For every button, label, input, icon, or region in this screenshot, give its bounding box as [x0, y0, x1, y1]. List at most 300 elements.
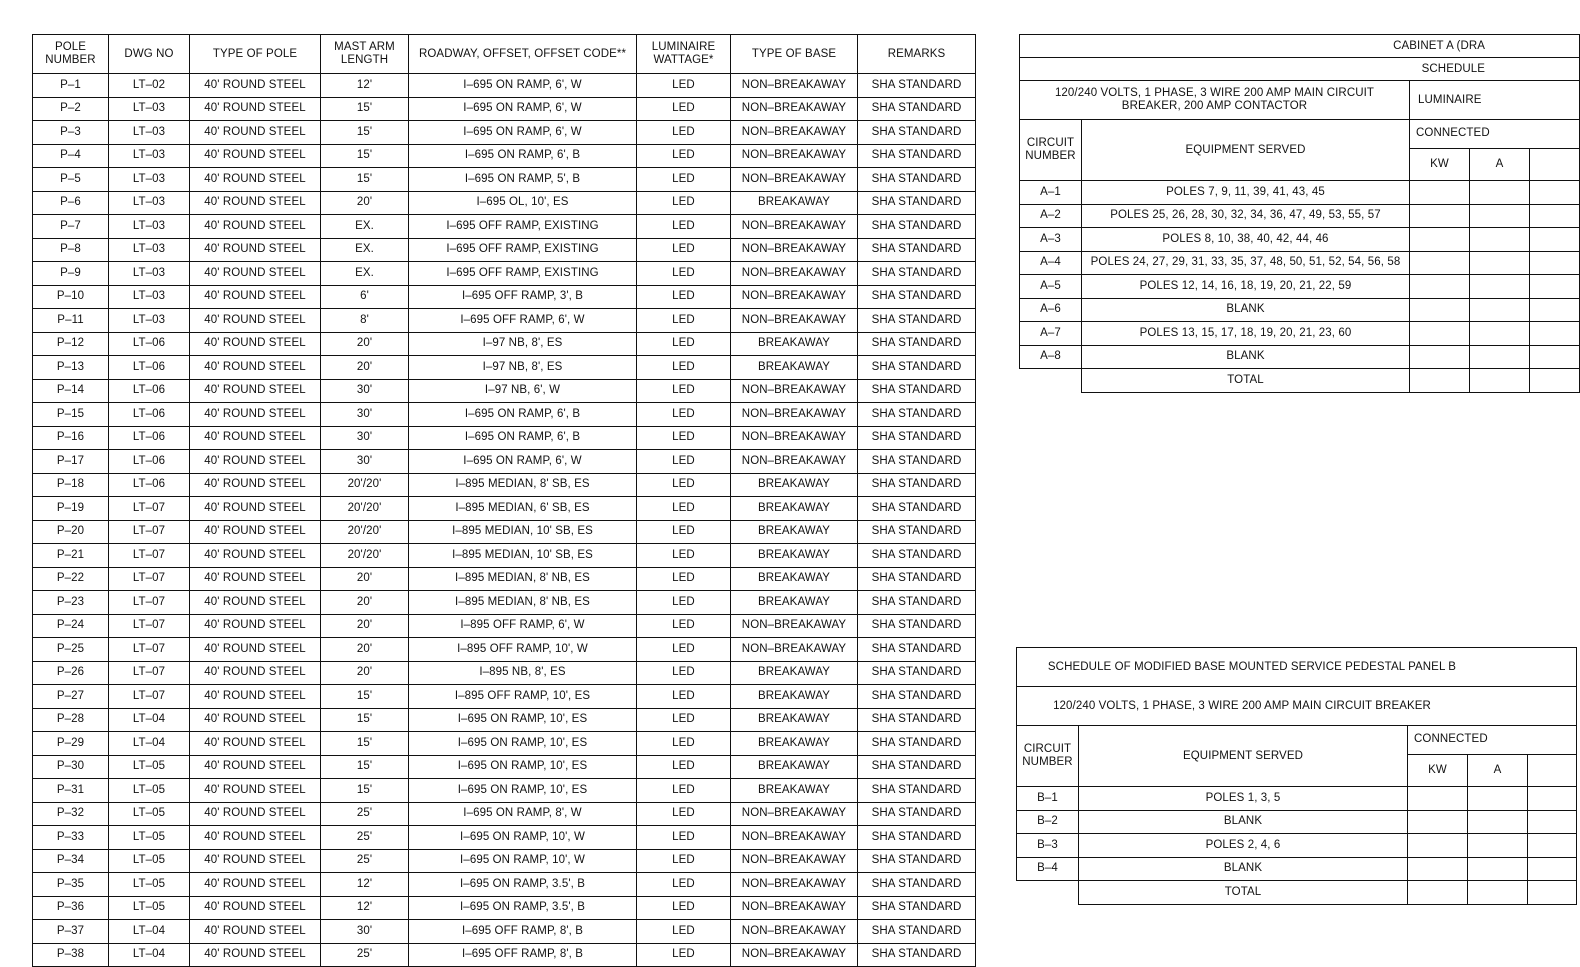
cell-remarks: SHA STANDARD [858, 191, 976, 215]
cell-remarks: SHA STANDARD [858, 943, 976, 967]
table-row [33, 191, 976, 215]
table-row [1020, 228, 1580, 252]
cabinet-a-title: CABINET A (DRA [1393, 39, 1486, 52]
cell-circuit-number: B–3 [1017, 834, 1079, 858]
cell-empty [1470, 275, 1530, 299]
cell-empty [1530, 345, 1580, 369]
cell-circuit-number: A–7 [1020, 322, 1082, 346]
table-row [33, 591, 976, 615]
cell-mast-arm-length: 30' [321, 426, 409, 450]
cell-mast-arm-length: 20'/20' [321, 497, 409, 521]
panel-b-spec: 120/240 VOLTS, 1 PHASE, 3 WIRE 200 AMP MAIN CIRCUIT BREAKER [1053, 699, 1431, 712]
cell-luminaire-wattage: LED [637, 356, 731, 380]
cell-circuit-number: A–6 [1020, 298, 1082, 322]
cell-type-of-base: NON–BREAKAWAY [731, 920, 858, 944]
cell-empty [1408, 881, 1468, 905]
table-row [33, 826, 976, 850]
cell-type-of-pole: 40' ROUND STEEL [190, 238, 321, 262]
cell-type-of-base: NON–BREAKAWAY [731, 97, 858, 121]
header-roadway: ROADWAY, OFFSET, OFFSET CODE** [409, 35, 637, 74]
header-remarks: REMARKS [858, 35, 976, 74]
cell-equipment-served: POLES 8, 10, 38, 40, 42, 44, 46 [1082, 228, 1410, 252]
cell-type-of-base: NON–BREAKAWAY [731, 426, 858, 450]
table-row [33, 943, 976, 967]
cell-circuit-number: A–1 [1020, 181, 1082, 205]
cell-roadway: I–695 OFF RAMP, EXISTING [409, 215, 637, 239]
cell-empty [1408, 834, 1468, 858]
cell-remarks: SHA STANDARD [858, 896, 976, 920]
cell-luminaire-wattage: LED [637, 450, 731, 474]
cell-dwg-no: LT–06 [109, 473, 190, 497]
cell-roadway: I–695 ON RAMP, 6', B [409, 144, 637, 168]
cell-mast-arm-length: 12' [321, 74, 409, 98]
cell-pole-number: P–9 [33, 262, 109, 286]
cabinet-a-schedule-table [1019, 34, 1580, 393]
table-row [1020, 298, 1580, 322]
table-row [33, 426, 976, 450]
table-row [33, 920, 976, 944]
cell-empty [1470, 228, 1530, 252]
cabinet-a-spec-row [1020, 81, 1580, 120]
cell-type-of-pole: 40' ROUND STEEL [190, 97, 321, 121]
cell-pole-number: P–16 [33, 426, 109, 450]
cell-roadway: I–695 OFF RAMP, EXISTING [409, 238, 637, 262]
total-label: TOTAL [1082, 369, 1410, 393]
cell-remarks: SHA STANDARD [858, 309, 976, 333]
cell-type-of-base: NON–BREAKAWAY [731, 74, 858, 98]
cell-empty [1470, 369, 1530, 393]
cell-remarks: SHA STANDARD [858, 168, 976, 192]
table-row [33, 309, 976, 333]
cell-circuit-number: B–2 [1017, 810, 1079, 834]
cell-dwg-no: LT–03 [109, 191, 190, 215]
cell-dwg-no: LT–04 [109, 920, 190, 944]
cell-luminaire-wattage: LED [637, 638, 731, 662]
cell-mast-arm-length: 20' [321, 191, 409, 215]
cell-type-of-base: NON–BREAKAWAY [731, 262, 858, 286]
cell-empty [1410, 204, 1470, 228]
cell-empty [1410, 345, 1470, 369]
cell-roadway: I–695 ON RAMP, 6', B [409, 426, 637, 450]
cell-type-of-base: NON–BREAKAWAY [731, 309, 858, 333]
table-row [33, 732, 976, 756]
cell-type-of-pole: 40' ROUND STEEL [190, 591, 321, 615]
cell-empty [1530, 322, 1580, 346]
cell-remarks: SHA STANDARD [858, 567, 976, 591]
cell-luminaire-wattage: LED [637, 262, 731, 286]
cell-type-of-pole: 40' ROUND STEEL [190, 332, 321, 356]
cell-luminaire-wattage: LED [637, 285, 731, 309]
cell-roadway: I–895 MEDIAN, 6' SB, ES [409, 497, 637, 521]
cell-mast-arm-length: 20'/20' [321, 473, 409, 497]
cell-type-of-pole: 40' ROUND STEEL [190, 121, 321, 145]
cell-empty [1530, 181, 1580, 205]
cell-empty [1470, 181, 1530, 205]
cell-roadway: I–695 ON RAMP, 6', B [409, 403, 637, 427]
cell-empty [1528, 857, 1577, 881]
cell-remarks: SHA STANDARD [858, 591, 976, 615]
cell-type-of-base: BREAKAWAY [731, 685, 858, 709]
cell-empty [1408, 787, 1468, 811]
table-row [33, 873, 976, 897]
cell-type-of-base: BREAKAWAY [731, 708, 858, 732]
cell-equipment-served: POLES 2, 4, 6 [1079, 834, 1408, 858]
cell-roadway: I–695 ON RAMP, 6', W [409, 450, 637, 474]
cabinet-a-connected-label: CONNECTED [1410, 120, 1580, 149]
cell-mast-arm-length: 15' [321, 144, 409, 168]
cell-dwg-no: LT–07 [109, 544, 190, 568]
cell-dwg-no: LT–05 [109, 755, 190, 779]
cell-pole-number: P–35 [33, 873, 109, 897]
cell-roadway: I–695 ON RAMP, 8', W [409, 802, 637, 826]
table-row [33, 614, 976, 638]
cell-pole-number: P–20 [33, 520, 109, 544]
cell-type-of-base: NON–BREAKAWAY [731, 379, 858, 403]
table-row [1017, 787, 1577, 811]
cell-luminaire-wattage: LED [637, 191, 731, 215]
cell-dwg-no: LT–06 [109, 332, 190, 356]
table-row [33, 379, 976, 403]
cell-luminaire-wattage: LED [637, 732, 731, 756]
cell-mast-arm-length: 15' [321, 708, 409, 732]
table-row [33, 285, 976, 309]
cell-dwg-no: LT–04 [109, 708, 190, 732]
cell-remarks: SHA STANDARD [858, 403, 976, 427]
cell-remarks: SHA STANDARD [858, 732, 976, 756]
cell-type-of-base: BREAKAWAY [731, 544, 858, 568]
cell-pole-number: P–14 [33, 379, 109, 403]
cell-dwg-no: LT–05 [109, 802, 190, 826]
cell-empty [1410, 228, 1470, 252]
panel-b-schedule-table [1016, 647, 1577, 905]
cell-pole-number: P–5 [33, 168, 109, 192]
table-row [33, 685, 976, 709]
cabinet-a-kw-label: KW [1410, 148, 1470, 180]
cell-type-of-base: BREAKAWAY [731, 473, 858, 497]
header-luminaire-wattage: LUMINAIRE WATTAGE* [637, 35, 731, 74]
table-row [33, 661, 976, 685]
cell-mast-arm-length: 8' [321, 309, 409, 333]
total-row [1017, 881, 1577, 905]
cell-mast-arm-length: 20' [321, 614, 409, 638]
cell-dwg-no: LT–07 [109, 567, 190, 591]
cell-pole-number: P–38 [33, 943, 109, 967]
cell-dwg-no: LT–03 [109, 168, 190, 192]
cell-luminaire-wattage: LED [637, 497, 731, 521]
cell-mast-arm-length: 20'/20' [321, 544, 409, 568]
cell-empty [1470, 204, 1530, 228]
cell-roadway: I–695 OFF RAMP, 8', B [409, 920, 637, 944]
cell-luminaire-wattage: LED [637, 168, 731, 192]
cell-empty [1528, 881, 1577, 905]
cell-luminaire-wattage: LED [637, 144, 731, 168]
table-row [33, 450, 976, 474]
table-row [33, 473, 976, 497]
cell-dwg-no: LT–06 [109, 356, 190, 380]
cell-type-of-pole: 40' ROUND STEEL [190, 74, 321, 98]
cell-remarks: SHA STANDARD [858, 356, 976, 380]
cell-mast-arm-length: 15' [321, 168, 409, 192]
cell-dwg-no: LT–07 [109, 661, 190, 685]
cell-pole-number: P–29 [33, 732, 109, 756]
table-row [1020, 345, 1580, 369]
cell-type-of-pole: 40' ROUND STEEL [190, 614, 321, 638]
table-row [33, 403, 976, 427]
table-row [33, 262, 976, 286]
cell-roadway: I–97 NB, 6', W [409, 379, 637, 403]
cell-empty [1410, 181, 1470, 205]
cell-type-of-pole: 40' ROUND STEEL [190, 168, 321, 192]
cell-pole-number: P–19 [33, 497, 109, 521]
cell-mast-arm-length: 30' [321, 450, 409, 474]
table-row [33, 544, 976, 568]
panel-b-spec-row [1017, 687, 1577, 726]
table-row [33, 97, 976, 121]
table-row [1020, 181, 1580, 205]
cell-type-of-pole: 40' ROUND STEEL [190, 379, 321, 403]
cell-empty [1528, 787, 1577, 811]
cell-dwg-no: LT–05 [109, 873, 190, 897]
cell-type-of-base: NON–BREAKAWAY [731, 450, 858, 474]
cell-type-of-base: BREAKAWAY [731, 567, 858, 591]
cell-remarks: SHA STANDARD [858, 802, 976, 826]
cell-luminaire-wattage: LED [637, 121, 731, 145]
cell-type-of-base: BREAKAWAY [731, 356, 858, 380]
cell-dwg-no: LT–05 [109, 826, 190, 850]
cell-roadway: I–695 ON RAMP, 6', W [409, 74, 637, 98]
cell-remarks: SHA STANDARD [858, 920, 976, 944]
cell-remarks: SHA STANDARD [858, 614, 976, 638]
cell-type-of-base: NON–BREAKAWAY [731, 121, 858, 145]
cell-type-of-base: NON–BREAKAWAY [731, 826, 858, 850]
cell-mast-arm-length: 12' [321, 873, 409, 897]
header-mast-arm-length: MAST ARM LENGTH [321, 35, 409, 74]
cell-mast-arm-length: 15' [321, 97, 409, 121]
cell-roadway: I–695 OL, 10', ES [409, 191, 637, 215]
cell-empty [1528, 834, 1577, 858]
cell-type-of-pole: 40' ROUND STEEL [190, 779, 321, 803]
cell-luminaire-wattage: LED [637, 215, 731, 239]
cell-type-of-base: BREAKAWAY [731, 191, 858, 215]
cell-type-of-base: BREAKAWAY [731, 755, 858, 779]
cell-roadway: I–695 OFF RAMP, 3', B [409, 285, 637, 309]
cell-mast-arm-length: 20' [321, 661, 409, 685]
cell-type-of-base: NON–BREAKAWAY [731, 403, 858, 427]
cell-type-of-pole: 40' ROUND STEEL [190, 943, 321, 967]
cell-luminaire-wattage: LED [637, 685, 731, 709]
cell-dwg-no: LT–06 [109, 403, 190, 427]
cell-equipment-served: BLANK [1082, 298, 1410, 322]
header-type-of-pole: TYPE OF POLE [190, 35, 321, 74]
cell-luminaire-wattage: LED [637, 238, 731, 262]
cell-roadway: I–695 ON RAMP, 5', B [409, 168, 637, 192]
cabinet-a-title-row [1020, 35, 1580, 58]
cell-pole-number: P–18 [33, 473, 109, 497]
cell-dwg-no: LT–06 [109, 450, 190, 474]
pole-table-header-row [33, 35, 976, 74]
cell-equipment-served: POLES 24, 27, 29, 31, 33, 35, 37, 48, 50, 51, 52, 54, 56, 58 [1082, 251, 1410, 275]
cell-pole-number: P–13 [33, 356, 109, 380]
cell-mast-arm-length: 20' [321, 356, 409, 380]
cell-dwg-no: LT–03 [109, 215, 190, 239]
cell-circuit-number: A–5 [1020, 275, 1082, 299]
cell-equipment-served: POLES 1, 3, 5 [1079, 787, 1408, 811]
cell-remarks: SHA STANDARD [858, 450, 976, 474]
cell-pole-number: P–7 [33, 215, 109, 239]
table-row [33, 755, 976, 779]
cell-empty [1468, 881, 1528, 905]
cell-dwg-no: LT–05 [109, 779, 190, 803]
table-row [33, 332, 976, 356]
cell-type-of-base: NON–BREAKAWAY [731, 168, 858, 192]
cell-roadway: I–895 OFF RAMP, 6', W [409, 614, 637, 638]
panel-b-title: SCHEDULE OF MODIFIED BASE MOUNTED SERVICE PEDESTAL PANEL B [1047, 660, 1457, 673]
cell-pole-number: P–23 [33, 591, 109, 615]
cell-mast-arm-length: 6' [321, 285, 409, 309]
cell-dwg-no: LT–03 [109, 97, 190, 121]
cell-luminaire-wattage: LED [637, 544, 731, 568]
cell-dwg-no: LT–06 [109, 379, 190, 403]
cell-pole-number: P–37 [33, 920, 109, 944]
cell-type-of-base: BREAKAWAY [731, 591, 858, 615]
cell-dwg-no: LT–03 [109, 238, 190, 262]
cell-circuit-number: A–8 [1020, 345, 1082, 369]
cell-type-of-base: NON–BREAKAWAY [731, 638, 858, 662]
cell-roadway: I–97 NB, 8', ES [409, 332, 637, 356]
cell-empty [1468, 787, 1528, 811]
cell-pole-number: P–8 [33, 238, 109, 262]
cell-empty [1410, 251, 1470, 275]
header-pole-number: POLE NUMBER [33, 35, 109, 74]
cell-remarks: SHA STANDARD [858, 685, 976, 709]
cell-luminaire-wattage: LED [637, 849, 731, 873]
cell-luminaire-wattage: LED [637, 74, 731, 98]
cell-mast-arm-length: 25' [321, 802, 409, 826]
cell-mast-arm-length: 15' [321, 779, 409, 803]
cell-dwg-no: LT–03 [109, 121, 190, 145]
table-row [33, 215, 976, 239]
pole-table-body [33, 74, 976, 967]
cell-type-of-base: NON–BREAKAWAY [731, 873, 858, 897]
cell-empty [1530, 251, 1580, 275]
table-row [33, 708, 976, 732]
total-label: TOTAL [1079, 881, 1408, 905]
cell-dwg-no: LT–07 [109, 497, 190, 521]
cell-pole-number: P–21 [33, 544, 109, 568]
cell-luminaire-wattage: LED [637, 520, 731, 544]
cell-dwg-no: LT–03 [109, 285, 190, 309]
cell-type-of-base: NON–BREAKAWAY [731, 215, 858, 239]
total-row [1020, 369, 1580, 393]
cell-roadway: I–695 ON RAMP, 6', W [409, 121, 637, 145]
cell-empty [1530, 228, 1580, 252]
cell-type-of-pole: 40' ROUND STEEL [190, 755, 321, 779]
cell-mast-arm-length: 25' [321, 943, 409, 967]
table-row [33, 121, 976, 145]
cabinet-a-circuit-number-label: CIRCUIT NUMBER [1020, 120, 1082, 181]
cell-type-of-pole: 40' ROUND STEEL [190, 567, 321, 591]
panel-b-connected-label: CONNECTED [1408, 726, 1577, 755]
cell-pole-number: P–4 [33, 144, 109, 168]
cell-roadway: I–895 NB, 8', ES [409, 661, 637, 685]
cell-type-of-pole: 40' ROUND STEEL [190, 262, 321, 286]
cell-remarks: SHA STANDARD [858, 238, 976, 262]
cell-luminaire-wattage: LED [637, 943, 731, 967]
cell-mast-arm-length: 20' [321, 332, 409, 356]
cell-type-of-base: BREAKAWAY [731, 779, 858, 803]
cell-roadway: I–895 MEDIAN, 8' NB, ES [409, 591, 637, 615]
cell-type-of-pole: 40' ROUND STEEL [190, 826, 321, 850]
cell-pole-number: P–27 [33, 685, 109, 709]
cell-empty [1468, 834, 1528, 858]
table-row [1020, 204, 1580, 228]
cell-empty [1470, 251, 1530, 275]
table-row [33, 238, 976, 262]
cell-empty [1408, 857, 1468, 881]
cell-roadway: I–895 MEDIAN, 10' SB, ES [409, 520, 637, 544]
table-row [1020, 251, 1580, 275]
table-row [1017, 810, 1577, 834]
cell-mast-arm-length: 20' [321, 591, 409, 615]
cell-roadway: I–695 OFF RAMP, 8', B [409, 943, 637, 967]
cell-type-of-base: NON–BREAKAWAY [731, 238, 858, 262]
cell-type-of-pole: 40' ROUND STEEL [190, 920, 321, 944]
cell-luminaire-wattage: LED [637, 920, 731, 944]
table-row [33, 638, 976, 662]
cell-roadway: I–695 ON RAMP, 10', ES [409, 779, 637, 803]
table-row [33, 74, 976, 98]
cell-mast-arm-length: EX. [321, 238, 409, 262]
cell-roadway: I–695 ON RAMP, 3.5', B [409, 896, 637, 920]
cell-remarks: SHA STANDARD [858, 638, 976, 662]
cell-luminaire-wattage: LED [637, 779, 731, 803]
cell-remarks: SHA STANDARD [858, 755, 976, 779]
cell-pole-number: P–12 [33, 332, 109, 356]
cell-remarks: SHA STANDARD [858, 262, 976, 286]
cell-circuit-number: A–3 [1020, 228, 1082, 252]
cell-circuit-number: A–4 [1020, 251, 1082, 275]
cell-type-of-pole: 40' ROUND STEEL [190, 849, 321, 873]
cell-type-of-base: NON–BREAKAWAY [731, 144, 858, 168]
table-row [1020, 322, 1580, 346]
table-row [33, 168, 976, 192]
cell-dwg-no: LT–04 [109, 943, 190, 967]
cell-equipment-served: BLANK [1079, 857, 1408, 881]
cell-remarks: SHA STANDARD [858, 873, 976, 897]
cell-remarks: SHA STANDARD [858, 215, 976, 239]
cell-type-of-pole: 40' ROUND STEEL [190, 708, 321, 732]
table-row [33, 144, 976, 168]
cell-type-of-pole: 40' ROUND STEEL [190, 285, 321, 309]
cabinet-a-header-row-1 [1020, 120, 1580, 149]
cell-equipment-served: BLANK [1079, 810, 1408, 834]
cell-type-of-pole: 40' ROUND STEEL [190, 873, 321, 897]
header-dwg-no: DWG NO [109, 35, 190, 74]
cell-luminaire-wattage: LED [637, 332, 731, 356]
cell-pole-number: P–22 [33, 567, 109, 591]
cell-type-of-pole: 40' ROUND STEEL [190, 144, 321, 168]
cell-empty [1470, 345, 1530, 369]
cell-type-of-pole: 40' ROUND STEEL [190, 896, 321, 920]
cell-dwg-no: LT–07 [109, 638, 190, 662]
cell-equipment-served: BLANK [1082, 345, 1410, 369]
cell-remarks: SHA STANDARD [858, 285, 976, 309]
cell-circuit-number: A–2 [1020, 204, 1082, 228]
cell-type-of-pole: 40' ROUND STEEL [190, 356, 321, 380]
cell-dwg-no: LT–04 [109, 732, 190, 756]
cell-empty [1530, 369, 1580, 393]
table-row [1017, 857, 1577, 881]
